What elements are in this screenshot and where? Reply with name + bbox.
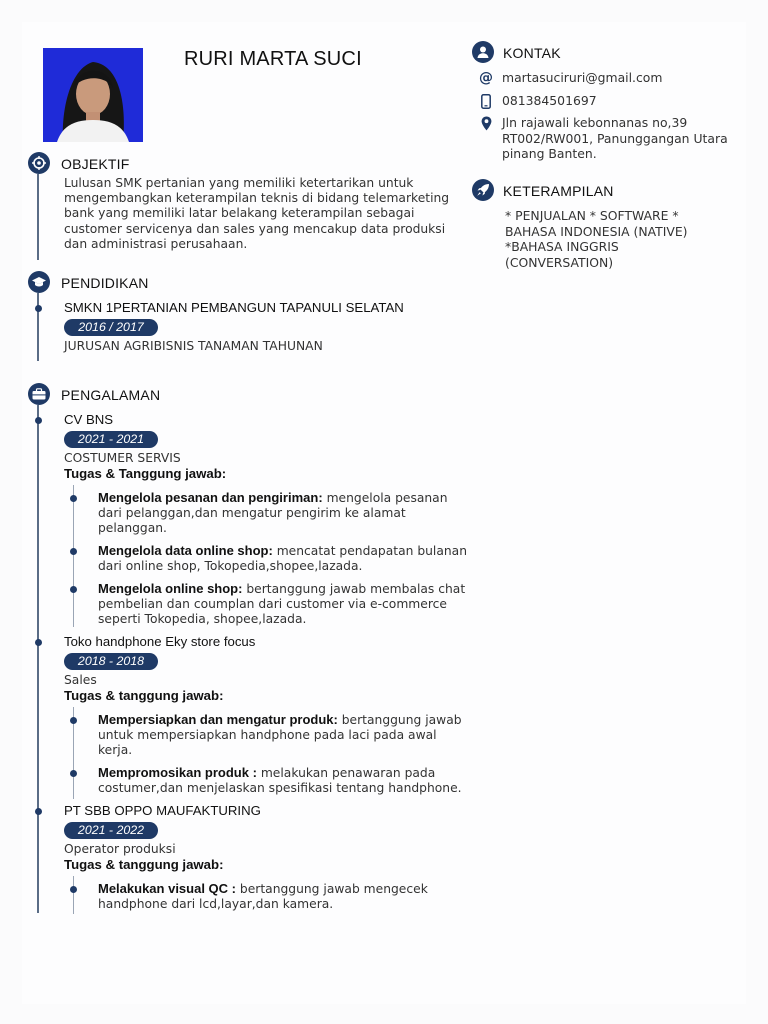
- profile-photo: [43, 48, 143, 142]
- job-role: Operator produksi: [64, 842, 176, 856]
- timeline-dot: [35, 808, 42, 815]
- task-timeline: [73, 876, 74, 914]
- job-duties-heading: Tugas & tanggung jawab:: [64, 688, 224, 703]
- education-major: JURUSAN AGRIBISNIS TANAMAN TAHUNAN: [64, 339, 323, 353]
- task-dot: [70, 548, 77, 555]
- user-icon: [472, 41, 494, 63]
- graduation-cap-icon: [28, 271, 50, 293]
- task-item: Mempersiapkan dan mengatur produk: bertanggung jawab untuk mempersiapkan handphone pada laci pada awal kerja.: [98, 712, 462, 758]
- email-icon: @: [479, 70, 493, 86]
- contact-title: KONTAK: [503, 45, 561, 61]
- objective-title: OBJEKTIF: [61, 156, 130, 172]
- contact-address: Jln rajawali kebonnanas no,39 RT002/RW001, Panunggangan Utara pinang Banten.: [502, 115, 728, 161]
- contact-email[interactable]: martasuciruri@gmail.com: [502, 70, 663, 85]
- task-dot: [70, 495, 77, 502]
- objective-timeline: [37, 174, 39, 260]
- rocket-icon: [472, 179, 494, 201]
- task-item: Mengelola online shop: bertanggung jawab membalas chat pembelian dan coumplan dari customer via e-commerce seperti Tokopedia, shopee,lazada.: [98, 581, 466, 627]
- skills-list: * PENJUALAN * SOFTWARE * BAHASA INDONESIA (NATIVE) *BAHASA INGGRIS (CONVERSATION): [505, 208, 688, 270]
- target-icon: [28, 152, 50, 174]
- job-duties-heading: Tugas & Tanggung jawab:: [64, 466, 227, 481]
- briefcase-icon: [28, 383, 50, 405]
- experience-timeline: [37, 405, 39, 913]
- job-company: PT SBB OPPO MAUFAKTURING: [64, 803, 261, 818]
- task-timeline: [73, 485, 74, 627]
- task-dot: [70, 886, 77, 893]
- timeline-dot: [35, 305, 42, 312]
- job-company: Toko handphone Eky store focus: [64, 634, 256, 649]
- timeline-dot: [35, 417, 42, 424]
- task-dot: [70, 717, 77, 724]
- job-role: Sales: [64, 673, 97, 687]
- job-company: CV BNS: [64, 412, 114, 427]
- contact-phone[interactable]: 081384501697: [502, 93, 597, 108]
- location-pin-icon: [479, 115, 493, 131]
- task-item: Mengelola pesanan dan pengiriman: mengelola pesanan dari pelanggan,dan mengatur pengirim ke alamat pelanggan.: [98, 490, 448, 536]
- skills-title: KETERAMPILAN: [503, 183, 614, 199]
- candidate-name: RURI MARTA SUCI: [184, 48, 362, 70]
- education-title: PENDIDIKAN: [61, 275, 149, 291]
- timeline-dot: [35, 639, 42, 646]
- education-timeline: [37, 293, 39, 361]
- task-dot: [70, 586, 77, 593]
- job-date-badge: 2021 - 2021: [64, 431, 158, 448]
- job-date-badge: 2018 - 2018: [64, 653, 158, 670]
- education-date-badge: 2016 / 2017: [64, 319, 158, 336]
- task-item: Melakukan visual QC : bertanggung jawab mengecek handphone dari lcd,layar,dan kamera.: [98, 881, 428, 912]
- task-item: Mempromosikan produk : melakukan penawaran pada costumer,dan menjelaskan spesifikasi tentang handphone.: [98, 765, 462, 796]
- task-item: Mengelola data online shop: mencatat pendapatan bulanan dari online shop, Tokopedia,shopee,lazada.: [98, 543, 468, 574]
- job-date-badge: 2021 - 2022: [64, 822, 158, 839]
- task-dot: [70, 770, 77, 777]
- experience-title: PENGALAMAN: [61, 387, 161, 403]
- job-role: COSTUMER SERVIS: [64, 451, 181, 465]
- objective-text: Lulusan SMK pertanian yang memiliki ketertarikan untuk mengembangkan keterampilan teknis di bidang telemarketing bank yang memiliki latar belakang keterampilan sebagai customer servicenya dan sales yang mencakup data produksi dan administrasi perusahaan.: [64, 176, 450, 251]
- phone-icon: [479, 93, 493, 109]
- job-duties-heading: Tugas & tanggung jawab:: [64, 857, 224, 872]
- school-name: SMKN 1PERTANIAN PEMBANGUN TAPANULI SELATAN: [64, 300, 404, 315]
